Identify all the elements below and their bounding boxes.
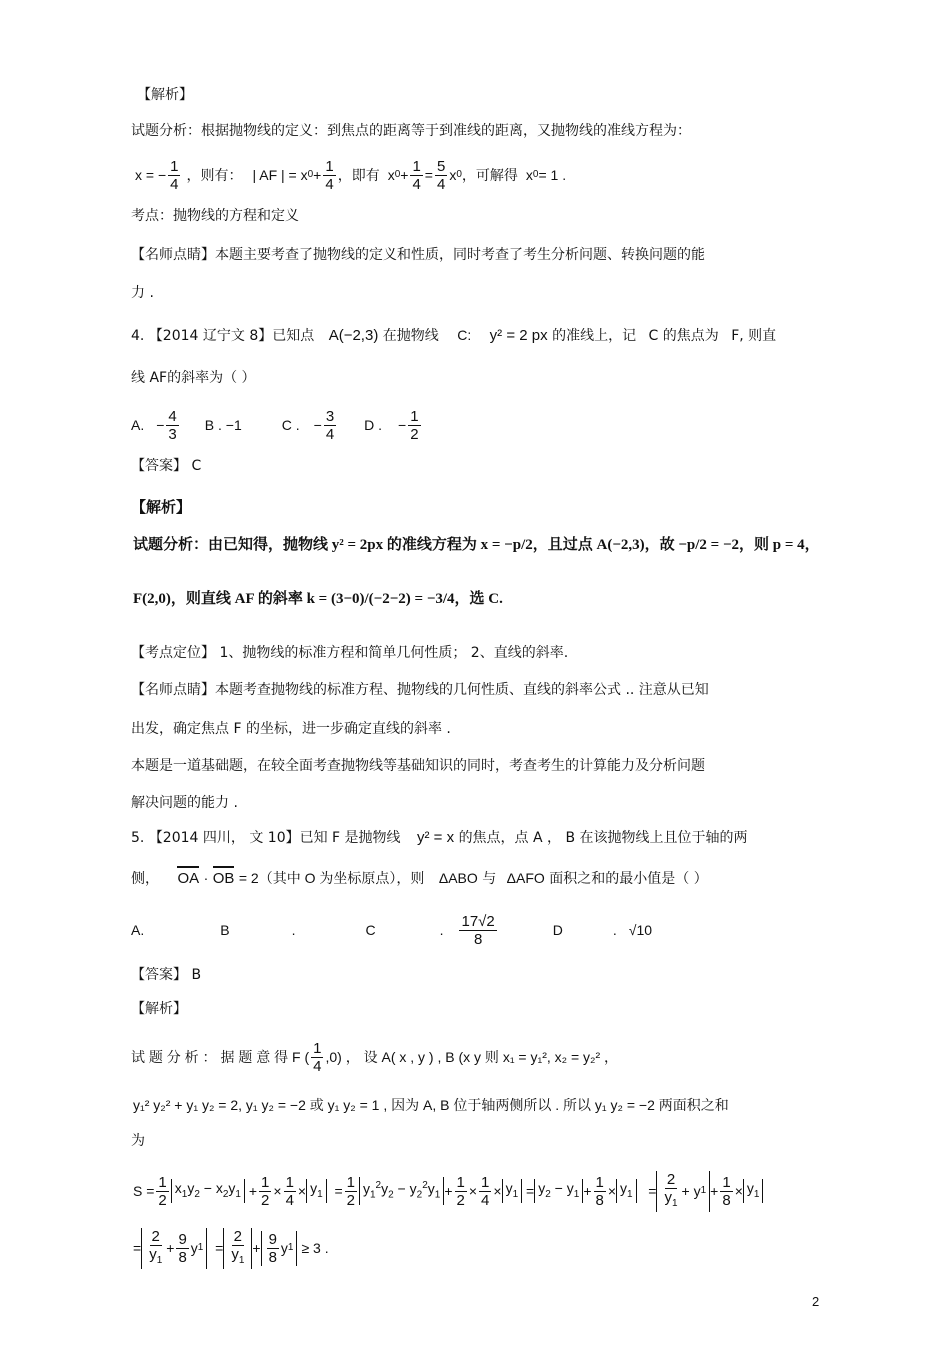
fraction: $\frac{1}{4}$ [313, 1039, 322, 1075]
eq-eq: = [424, 167, 433, 183]
page-number: 2 [812, 1294, 820, 1309]
q4-analysis-heading: 【解析】 [131, 498, 192, 516]
q5-option-d: D [552, 922, 563, 938]
fraction-denominator: 8 [473, 930, 483, 948]
vector-ob: OB [212, 870, 235, 887]
fraction: $\frac{5}{4}$ [436, 157, 446, 193]
q5-stem-text: 面积之和的最小值是（ ） [549, 871, 708, 887]
q4-point-a: A(−2,3) [328, 327, 379, 344]
q4-analysis-bold-line2: F(2,0)，则直线 AF 的斜率 k = (3−0)/(−2−2) = −3/4，选 C. [133, 591, 503, 607]
vector-oa: OA [177, 870, 200, 887]
q4-equation: y² = 2 px [489, 327, 548, 344]
q4-mingshi-line: 出发，确定焦点 F 的坐标，进一步确定直线的斜率 . [131, 721, 451, 737]
q4-stem-text: 在抛物线 [382, 328, 439, 344]
eq-jiyou: ，即有 [337, 167, 380, 183]
fraction: $\frac{1}{4}$ [285, 1173, 294, 1209]
q4-mingshi-line: 【名师点睛】本题考查抛物线的标准方程、抛物线的几何性质、直线的斜率公式 .. 注意从已知 [131, 682, 709, 698]
q5-stem-text: 侧， [131, 871, 159, 887]
q4-option-b: B . −1 [204, 417, 242, 433]
q5-stem-text: 与 [482, 871, 497, 887]
eq-x: x = − [135, 167, 167, 183]
fraction: $\frac{1}{2}$ [261, 1173, 270, 1209]
q5-equation: y² = x [417, 829, 455, 846]
fraction: $\frac{1}{4}$ [481, 1173, 490, 1209]
q4-answer: 【答案】 C [131, 458, 202, 474]
fraction: $\frac{1}{4}$ [412, 157, 421, 193]
q5-options [131, 906, 652, 954]
q4-stem-text: F, 则直 [731, 328, 777, 344]
q4-options: A. − $\frac{4}{3}$ B . −1 C . − $\frac{3}{4}$ D . − $\frac{1}{2}$ [131, 407, 419, 443]
eq-keyide: ，可解得 [461, 167, 518, 183]
fraction: $\frac{1}{2}$ [456, 1173, 465, 1209]
kaodian: 考点：抛物线的方程和定义 [131, 208, 299, 224]
q5-analysis-text: ,0) ， 设 A( x , y ) , B (x y 则 x₁ = y₁², x₂ = y₂² ， [325, 1049, 619, 1065]
q5-area-expression: S = $\frac{1}{2}$ $x_1y_2 - x_2y_1$ + $\frac{1}{2}$ × $\frac{1}{4}$ × $y_1$ = $\frac{1}{2}$ $y_1^2y_2 - y_2^2y_1$ + $\frac{1}{2}$ × $\frac{1}{4}$ × $y_1$ = $y_2 - y_1$ + $\frac{1}{8}$ × $y_1$ = $\frac{2}{y_1}$ + y 1 + $\frac{1}{8}$ × $y_1$ [133, 1165, 763, 1217]
q5-answer: 【答案】 B [131, 967, 202, 983]
eq-af: | AF | = x [252, 167, 308, 183]
fraction: $\frac{1}{4}$ [170, 157, 179, 193]
eq-then: ，则有： [186, 167, 243, 183]
q4-mingshi-line: 解决问题的能力 . [131, 795, 238, 811]
q4-stem-text: 的准线上，记 [552, 328, 637, 344]
q5-stem-text: 的焦点，点 A ， B 在该抛物线上且位于轴的两 [458, 830, 748, 846]
analysis-text: 试题分析：根据抛物线的定义：到焦点的距离等于到准线的距离，又抛物线的准线方程为： [131, 123, 691, 139]
fraction: $\frac{1}{2}$ [346, 1173, 355, 1209]
q5-analysis-line3: 为 [131, 1133, 145, 1149]
fraction: $\frac{1}{8}$ [722, 1173, 731, 1209]
equation-line: x = − $\frac{1}{4}$ ，则有： | AF | = x 0 + $\frac{1}{4}$ ，即有 x 0 + $\frac{1}{4}$ = $\frac{5}{4}$ x 0 ，可解得 x 0 = 1 . [135, 157, 567, 193]
q5-option-d-value: √10 [628, 922, 653, 938]
q5-stem-line1 [131, 829, 748, 847]
fraction: $\frac{3}{4}$ [325, 407, 335, 443]
mingshi-line: 【名师点睛】本题主要考查了抛物线的定义和性质，同时考查了考生分析问题、转换问题的能 [131, 247, 705, 263]
q5-stem-text: 5. 【2014 四川， 文 10】已知 F 是抛物线 [131, 830, 401, 846]
q5-analysis-line1 [131, 1034, 618, 1080]
q4-mingshi-line: 本题是一道基础题，在较全面考查抛物线等基础知识的同时，考查考生的计算能力及分析问题 [131, 758, 705, 774]
final-inequality: ≥ 3 . [301, 1240, 329, 1256]
fraction: $\frac{1}{4}$ [325, 157, 334, 193]
fraction: $\frac{1}{2}$ [410, 407, 419, 443]
q4-option-c-label: C . [281, 417, 300, 433]
fraction: $\frac{1}{2}$ [158, 1173, 167, 1209]
q5-option-c-dot: . [439, 922, 444, 938]
q5-option-c: C [365, 922, 376, 938]
section-heading-analysis: 【解析】 [137, 87, 193, 103]
q5-stem-line2: 侧， OA · OB = 2（其中 O 为坐标原点），则 ΔABO 与 ΔAFO 面积之和的最小值是（ ） [131, 870, 708, 887]
q5-triangle-afo: ΔAFO [506, 870, 545, 886]
s-label: S = [133, 1183, 155, 1199]
q5-analysis-heading: 【解析】 [131, 1001, 187, 1017]
fraction: $\frac{4}{3}$ [168, 407, 177, 443]
q4-option-a-label: A. [131, 417, 145, 433]
q4-curve: C: [457, 327, 472, 343]
eq-x0: x [387, 167, 395, 183]
q5-triangle-abo: ΔABO [438, 870, 478, 886]
eq-result: = 1 . [538, 167, 567, 183]
q5-analysis-text: 试 题 分 析 ： 据 题 意 得 F ( [131, 1049, 310, 1065]
q5-option-b: B [220, 922, 230, 938]
q5-option-c-fraction [459, 913, 496, 948]
q4-option-d-label: D . [364, 417, 383, 433]
q4-stem-text: C 的焦点为 [648, 328, 719, 344]
eq-plus: + [313, 167, 322, 183]
q4-stem-text: 4. 【2014 辽宁文 8】已知点 [131, 328, 315, 344]
q5-stem-text: = 2（其中 O 为坐标原点），则 [238, 870, 425, 886]
q5-option-d-dot: . [612, 922, 617, 938]
q4-stem-line2: 线 AF的斜率为（ ） [131, 370, 256, 386]
fraction: $\frac{1}{8}$ [595, 1173, 604, 1209]
q5-option-a: A. [131, 922, 145, 938]
q5-option-b-dot: . [291, 922, 296, 938]
q5-area-result: = $\frac{2}{y_1}$ + $\frac{9}{8}$ y 1 = $\frac{2}{y_1}$ + $\frac{9}{8}$ y 1 ≥ 3 . [133, 1222, 329, 1274]
fraction-numerator: 17√2 [461, 912, 495, 930]
q5-analysis-line2: y₁² y₂² + y₁ y₂ = 2, y₁ y₂ = −2 或 y₁ y₂ = 1 , 因为 A, B 位于轴两侧所以 . 所以 y₁ y₂ = −2 两面积之和 [133, 1097, 729, 1113]
mingshi-line: 力 . [131, 285, 154, 301]
q4-kaodian: 【考点定位】 1、抛物线的标准方程和简单几何性质； 2、直线的斜率. [131, 645, 569, 661]
q4-stem-line1 [131, 326, 776, 345]
q4-analysis-bold-line1: 试题分析：由已知得，抛物线 y² = 2px 的准线方程为 x = −p/2，且过点 A(−2,3)，故 −p/2 = −2，则 p = 4， [133, 537, 820, 553]
